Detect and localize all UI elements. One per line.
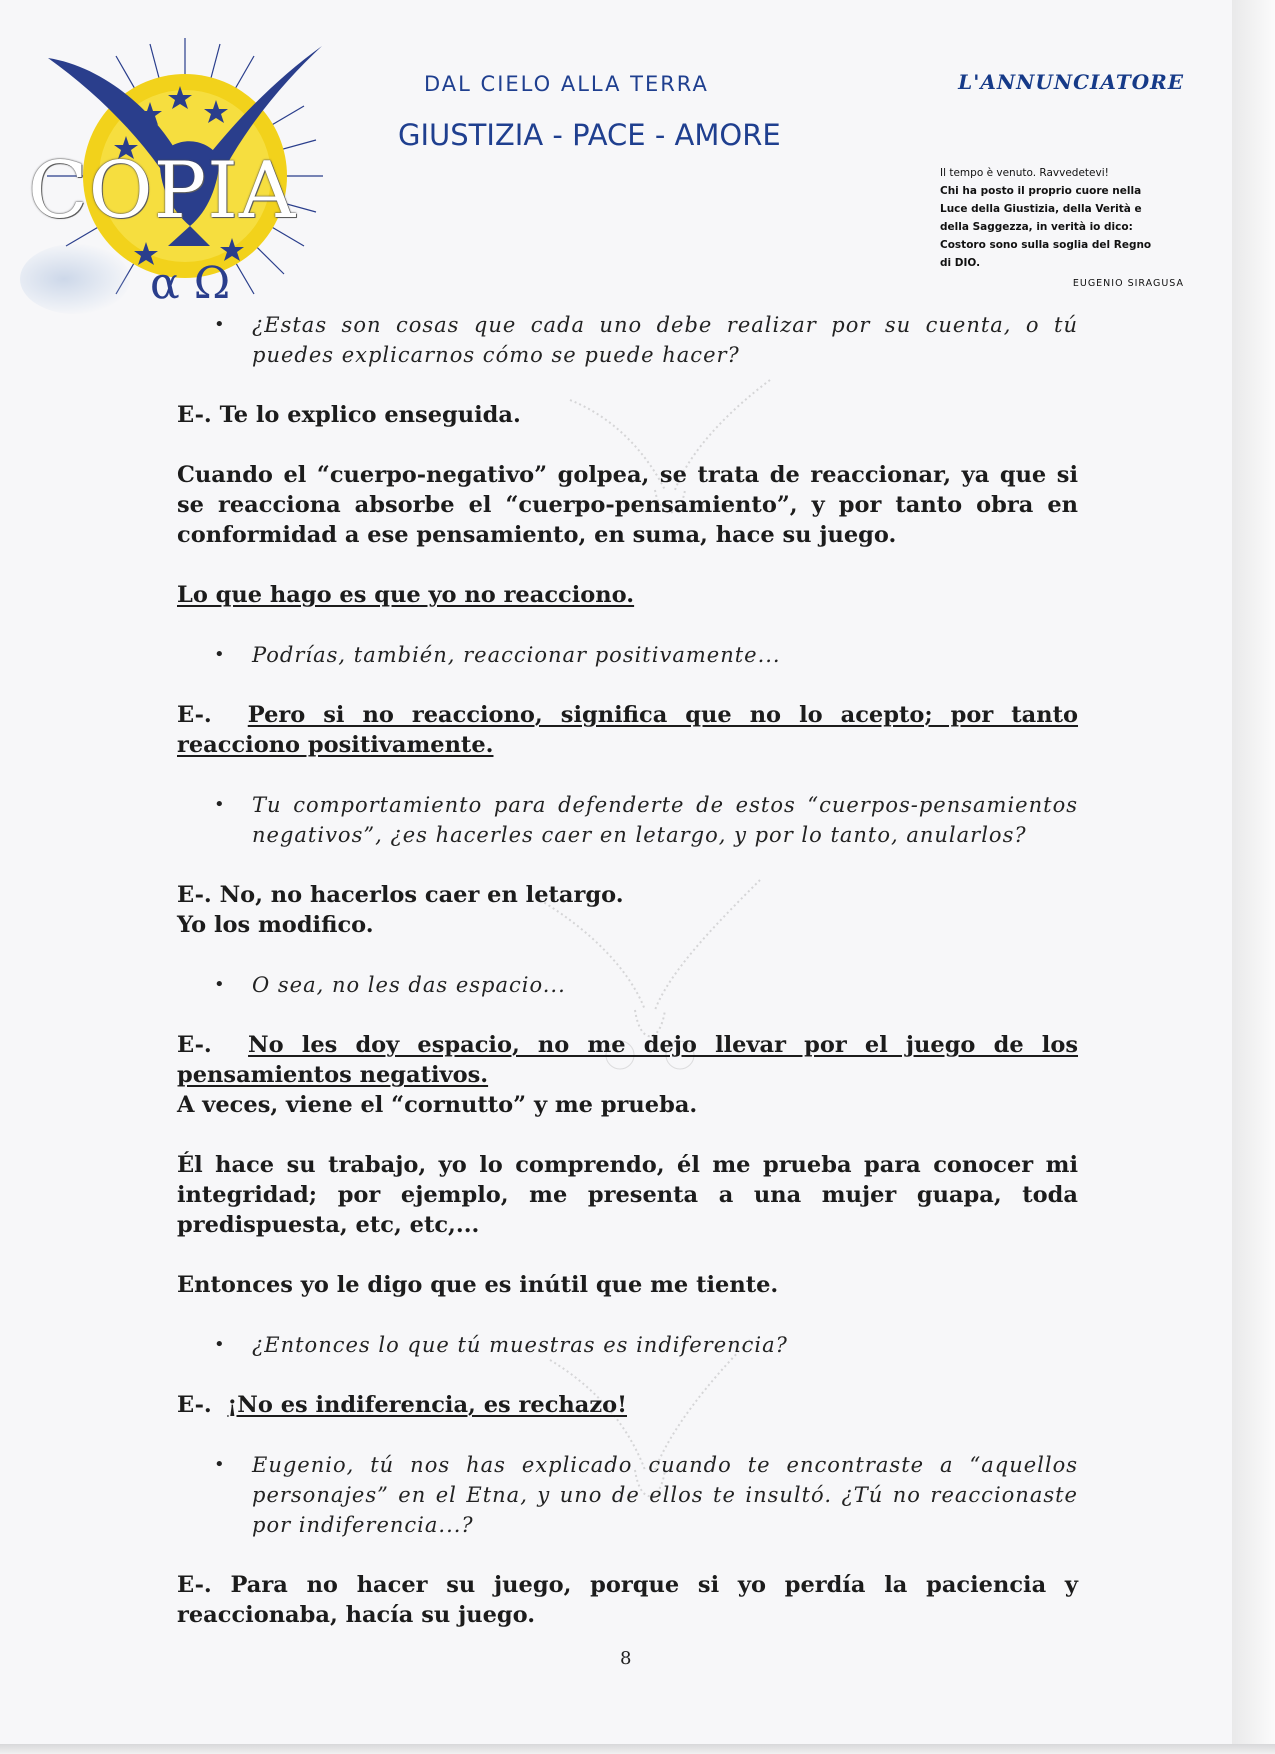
- fingerprint-smudge: [20, 244, 130, 314]
- answer-4: [177, 1030, 1078, 1120]
- answer-2: [177, 700, 1078, 760]
- bullet-icon: •: [214, 794, 226, 815]
- bullet-icon: •: [214, 644, 226, 665]
- underlined-text: ¡No es indiferencia, es rechazo!: [227, 1392, 627, 1418]
- header-motto-1: DAL CIELO ALLA TERRA: [424, 72, 709, 96]
- underlined-text: No les doy espacio, no me dejo llevar por el juego de los pensamientos negativos.: [177, 1032, 1079, 1088]
- copy-stamp: COPIA: [28, 146, 297, 236]
- answer-line: E-. No, no hacerlos caer en letargo.: [177, 882, 624, 908]
- speaker-label: E-.: [177, 702, 248, 728]
- question-text: ¿Entonces lo que tú muestras es indiferencia?: [252, 1333, 788, 1357]
- paragraph-3: Él hace su trabajo, yo lo comprendo, él me prueba para conocer mi integridad; por ejemplo, me presenta a una mujer guapa, toda predispuesta, etc, etc,...: [177, 1152, 1078, 1238]
- paragraph-4: Entonces yo le digo que es inútil que me tiente.: [177, 1272, 779, 1298]
- answer-6: E-. Para no hacer su juego, porque si yo perdía la paciencia y reaccionaba, hacía su juego.: [177, 1572, 1078, 1628]
- question-1: [177, 310, 1078, 370]
- underlined-text: Lo que hago es que yo no reacciono.: [177, 582, 635, 608]
- answer-line: A veces, viene el “cornutto” y me prueba.: [177, 1092, 698, 1118]
- question-text: Tu comportamiento para defenderte de estos “cuerpos-pensamientos negativos”, ¿es hacerles caer en letargo, y por lo tanto, anularlos?: [252, 793, 1078, 847]
- header-quote: [940, 164, 1184, 272]
- question-4: [177, 970, 1078, 1000]
- quote-line: Luce della Giustizia, della Verità e: [940, 203, 1142, 215]
- quote-line: di DIO.: [940, 257, 981, 269]
- answer-5: [177, 1390, 1078, 1420]
- question-6: [177, 1450, 1078, 1540]
- quote-signature: EUGENIO SIRAGUSA: [1072, 278, 1184, 289]
- question-text: Podrías, también, reaccionar positivamente...: [252, 643, 781, 667]
- document-body: [177, 310, 1078, 1630]
- bullet-icon: •: [214, 1334, 226, 1355]
- bullet-icon: •: [214, 1454, 226, 1475]
- page-number: 8: [620, 1648, 632, 1669]
- bullet-icon: •: [214, 974, 226, 995]
- answer-3: [177, 880, 1078, 940]
- paragraph-1: Cuando el “cuerpo-negativo” golpea, se trata de reaccionar, ya que si se reacciona absorbe el “cuerpo-pensamiento”, y por tanto obra en conformidad a ese pensamiento, en suma, hace su juego.: [177, 462, 1078, 548]
- speaker-label: E-.: [177, 1392, 228, 1418]
- scan-edge-right: [1232, 0, 1275, 1754]
- paragraph-2: [177, 580, 1078, 610]
- underlined-text: Pero si no reacciono, significa que no lo acepto; por tanto reacciono positivamente.: [177, 702, 1079, 758]
- answer-1: E-. Te lo explico enseguida.: [177, 402, 521, 428]
- quote-line: della Saggezza, in verità io dico:: [940, 221, 1133, 233]
- quote-line: Costoro sono sulla soglia del Regno: [940, 239, 1152, 251]
- scan-edge-bottom: [0, 1744, 1275, 1754]
- question-3: [177, 790, 1078, 850]
- question-2: [177, 640, 1078, 670]
- quote-line: Chi ha posto il proprio cuore nella: [940, 185, 1142, 197]
- speaker-label: E-.: [177, 1032, 249, 1058]
- question-text: O sea, no les das espacio...: [252, 973, 566, 997]
- header-motto-2: GIUSTIZIA - PACE - AMORE: [398, 118, 781, 152]
- quote-line: Il tempo è venuto. Ravvedetevi!: [940, 167, 1109, 179]
- logo-letters: α Ω: [150, 258, 231, 306]
- publication-title: L'ANNUNCIATORE: [958, 70, 1184, 94]
- question-text: ¿Estas son cosas que cada uno debe realizar por su cuenta, o tú puedes explicarnos cómo se puede hacer?: [252, 313, 1078, 367]
- bullet-icon: •: [214, 314, 226, 335]
- question-text: Eugenio, tú nos has explicado cuando te encontraste a “aquellos personajes” en el Etna, y uno de ellos te insultó. ¿Tú no reaccionaste por indiferencia...?: [252, 1453, 1078, 1537]
- answer-line: Yo los modifico.: [177, 912, 374, 938]
- question-5: [177, 1330, 1078, 1360]
